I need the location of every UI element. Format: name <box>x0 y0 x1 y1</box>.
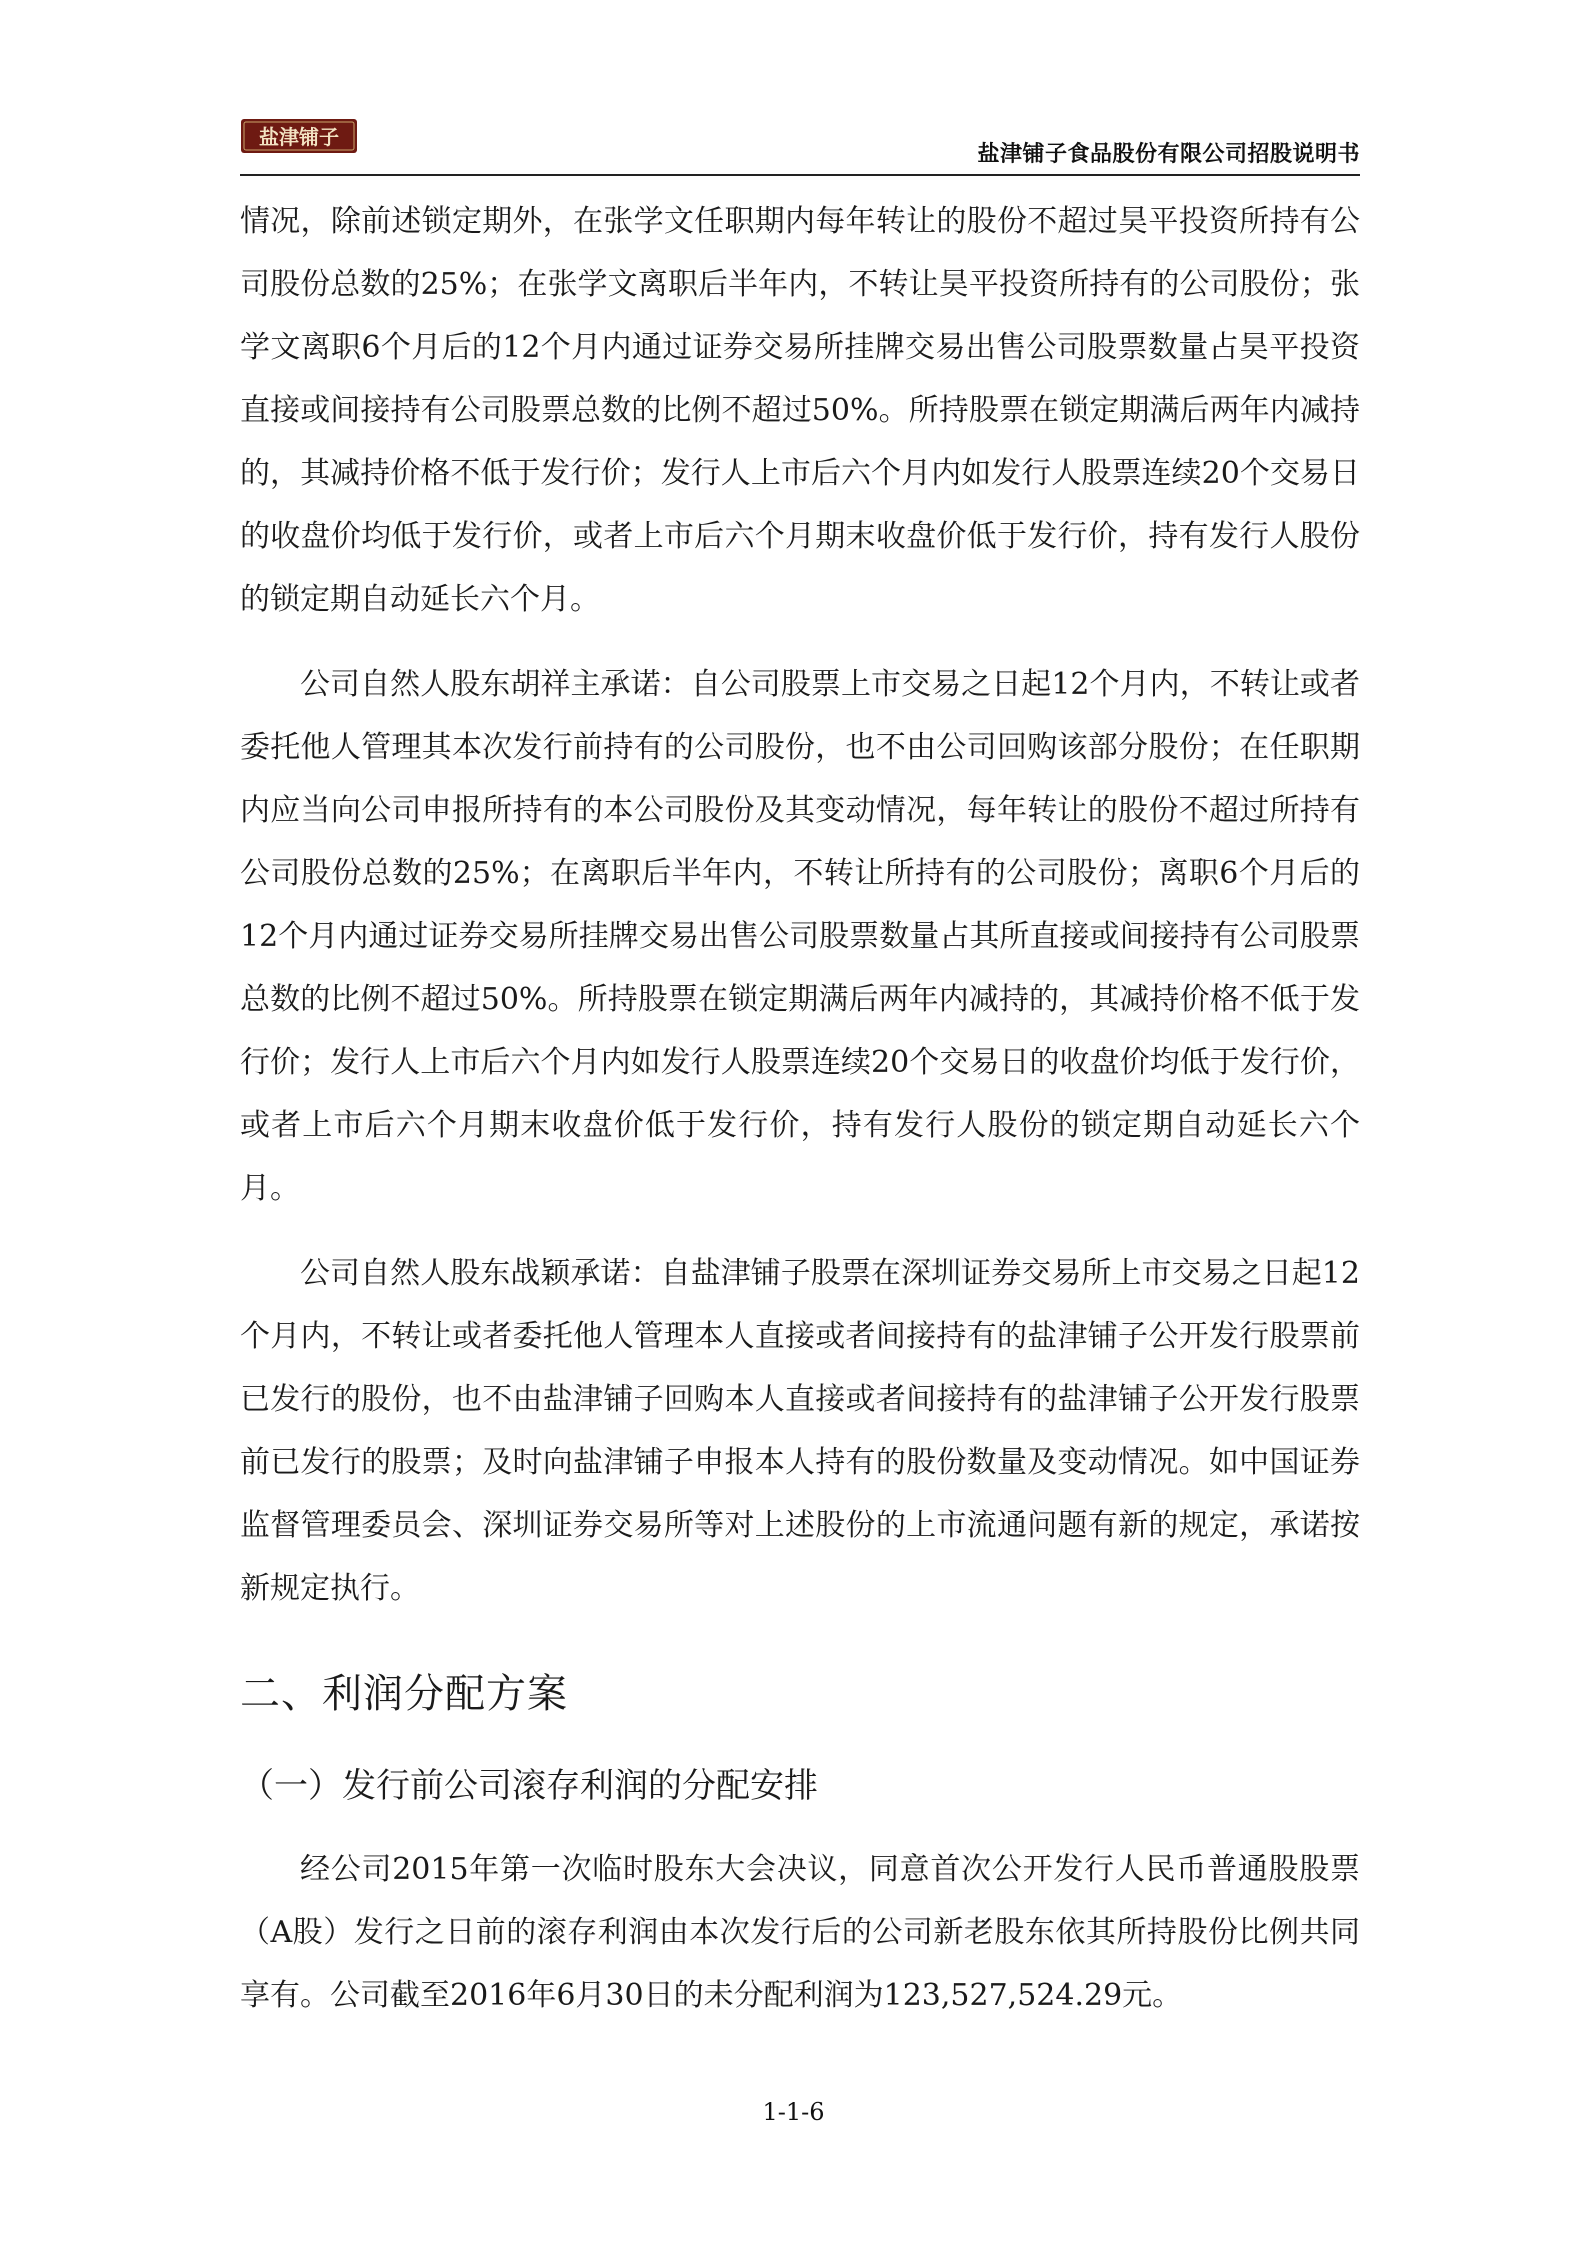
page-content <box>240 190 1360 2027</box>
paragraph-retained-earnings: 经公司2015年第一次临时股东大会决议，同意首次公开发行人民币普通股股票（A股）发行之日前的滚存利润由本次发行后的公司新老股东依其所持股份比例共同享有。公司截至2016年6月30日的未分配利润为123,527,524.29元。 <box>240 1852 1360 2013</box>
page-header <box>240 116 1360 176</box>
subsection-heading: （一）发行前公司滚存利润的分配安排 <box>240 1766 818 1806</box>
company-logo <box>240 116 358 156</box>
paragraph-hu-xiangzhu-commitment: 公司自然人股东胡祥主承诺：自公司股票上市交易之日起12个月内，不转让或者委托他人管理其本次发行前持有的公司股份，也不由公司回购该部分股份；在任职期内应当向公司申报所持有的本公司股份及其变动情况，每年转让的股份不超过所持有公司股份总数的25%；在离职后半年内，不转让所持有的公司股份；离职6个月后的12个月内通过证券交易所挂牌交易出售公司股票数量占其所直接或间接持有公司股票总数的比例不超过50%。所持股票在锁定期满后两年内减持的，其减持价格不低于发行价；发行人上市后六个月内如发行人股票连续20个交易日的收盘价均低于发行价，或者上市后六个月期末收盘价低于发行价，持有发行人股份的锁定期自动延长六个月。 <box>240 667 1360 1206</box>
logo-text: 盐津铺子 <box>259 125 339 149</box>
document-title: 盐津铺子食品股份有限公司招股说明书 <box>977 142 1360 167</box>
paragraph-zhan-ying-commitment: 公司自然人股东战颖承诺：自盐津铺子股票在深圳证券交易所上市交易之日起12个月内，不转让或者委托他人管理本人直接或者间接持有的盐津铺子公开发行股票前已发行的股份，也不由盐津铺子回购本人直接或者间接持有的盐津铺子公开发行股票前已发行的股票；及时向盐津铺子申报本人持有的股份数量及变动情况。如中国证券监督管理委员会、深圳证券交易所等对上述股份的上市流通问题有新的规定，承诺按新规定执行。 <box>240 1256 1360 1606</box>
section-heading: 二、利润分配方案 <box>240 1671 568 1717</box>
page-number: 1-1-6 <box>762 2098 825 2126</box>
paragraph-continuation: 情况，除前述锁定期外，在张学文任职期内每年转让的股份不超过昊平投资所持有公司股份总数的25%；在张学文离职后半年内，不转让昊平投资所持有的公司股份；张学文离职6个月后的12个月内通过证券交易所挂牌交易出售公司股票数量占昊平投资直接或间接持有公司股票总数的比例不超过50%。所持股票在锁定期满后两年内减持的，其减持价格不低于发行价；发行人上市后六个月内如发行人股票连续20个交易日的收盘价均低于发行价，或者上市后六个月期末收盘价低于发行价，持有发行人股份的锁定期自动延长六个月。 <box>240 204 1360 617</box>
